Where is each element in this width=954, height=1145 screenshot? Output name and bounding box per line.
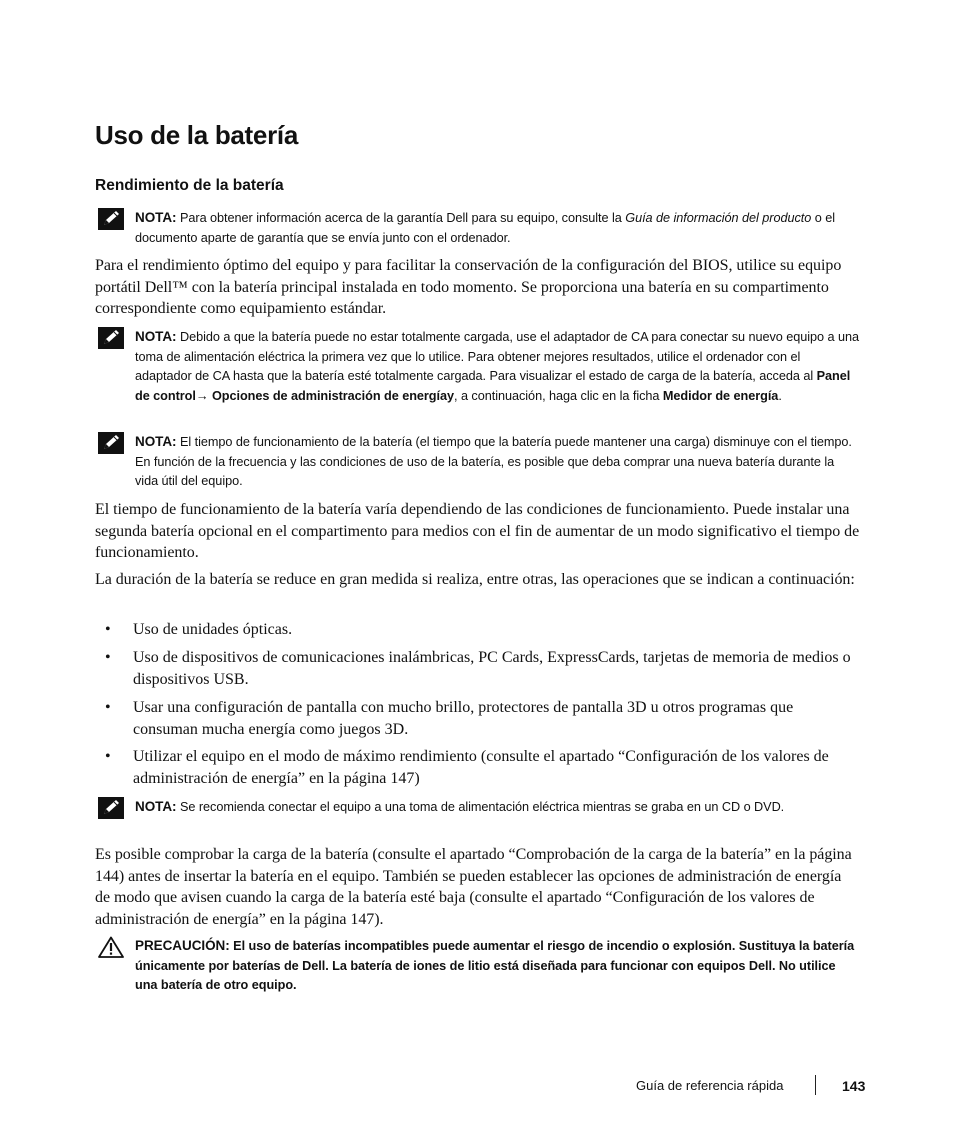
note-label: NOTA:: [135, 799, 177, 814]
paragraph-battery-duration: La duración de la batería se reduce en gran medida si realiza, entre otras, las operaciones que se indican a continuación:: [95, 571, 855, 588]
list-item: [95, 647, 860, 690]
power-options-ref: Opciones de administración de energíay: [208, 388, 454, 403]
note-text: , a continuación, haga clic en la ficha: [454, 388, 663, 403]
arrow-icon: →: [195, 388, 209, 403]
paragraph-check-charge: Es posible comprobar la carga de la batería (consulte el apartado “Comprobación de la carga de la batería” en la página 144) antes de insertar la batería en el equipo. También se pueden establecer las opciones de administración de energía de modo que avisen cuando la carga de la batería esté baja (consulte el apartado “Configuración de los valores de administración de energía” en la página 147).: [95, 846, 852, 928]
caution-label: PRECAUCIÓN:: [135, 938, 230, 953]
caution-text: El uso de baterías incompatibles puede aumentar el riesgo de incendio o explosión. Sustituya la batería únicamente por baterías de Dell. La batería de iones de litio está diseñada para funcionar con equipos Dell. No utilice una batería de otro equipo.: [135, 939, 855, 992]
list-item-text: Usar una configuración de pantalla con mucho brillo, protectores de pantalla 3D u otros programas que consuman mucha energía como juegos 3D.: [133, 699, 794, 738]
bullet-icon: •: [105, 649, 111, 666]
paragraph-optimal-performance: Para el rendimiento óptimo del equipo y para facilitar la conservación de la configuración del BIOS, utilice su equipo portátil Dell™ con la batería principal instalada en todo momento. Se proporciona una batería en su compartimento correspondiente como equipamiento estándar.: [95, 257, 842, 317]
power-meter-tab-ref: Medidor de energía: [662, 388, 779, 403]
page-title: Uso de la batería: [95, 120, 298, 150]
paragraph-operating-time: El tiempo de funcionamiento de la batería varía dependiendo de las condiciones de funcionamiento. Puede instalar una segunda batería opcional en el compartimento para medios con el fin de aumentar de un modo significativo el tiempo de funcionamiento.: [95, 501, 860, 561]
bullet-icon: •: [105, 699, 111, 716]
note-label: NOTA:: [135, 329, 177, 344]
footer-divider: [815, 1075, 816, 1095]
note-pencil-icon: [98, 797, 124, 819]
bullet-icon: •: [105, 621, 111, 638]
note-text: El tiempo de funcionamiento de la batería (el tiempo que la batería puede mantener una carga) disminuye con el tiempo. En función de la frecuencia y las condiciones de uso de la batería, es posible que deba comprar una nueva batería durante la vida útil del equipo.: [135, 435, 852, 488]
control-panel-ref: Panel de control: [135, 369, 851, 403]
note-text: Debido a que la batería puede no estar totalmente cargada, use el adaptador de CA para conectar su nuevo equipo a una toma de alimentación eléctrica la primera vez que lo utilice. Para obtener mejores resultados, utilice el ordenador con el adaptador de CA hasta que la batería esté totalmente cargada. Para visualizar el estado de carga de la batería, acceda al: [135, 330, 860, 383]
list-item: [95, 746, 860, 789]
list-item-text: Uso de unidades ópticas.: [133, 621, 293, 638]
note-label: NOTA:: [135, 434, 177, 449]
note-label: NOTA:: [135, 210, 177, 225]
list-item-text: Uso de dispositivos de comunicaciones inalámbricas, PC Cards, ExpressCards, tarjetas de memoria de medios o dispositivos USB.: [133, 649, 851, 688]
note-pencil-icon: [98, 432, 124, 454]
list-item: [95, 697, 860, 740]
note-pencil-icon: [98, 208, 124, 230]
list-item: [95, 619, 860, 641]
footer-guide-title: Guía de referencia rápida: [636, 1078, 784, 1093]
note-text: Para obtener información acerca de la garantía Dell para su equipo, consulte la: [176, 211, 626, 225]
note-warranty: [95, 208, 860, 248]
note-pencil-icon: [98, 327, 124, 349]
note-battery-lifetime: [95, 432, 860, 492]
page-number: 143: [842, 1078, 866, 1094]
note-ac-adapter: [95, 327, 860, 406]
note-cd-dvd: [95, 797, 860, 818]
guide-title: Guía de información del producto: [625, 211, 812, 225]
note-text: Se recomienda conectar el equipo a una toma de alimentación eléctrica mientras se graba en un CD o DVD.: [176, 800, 785, 814]
section-heading: Rendimiento de la batería: [95, 177, 284, 194]
note-text: o el documento aparte de garantía que se envía junto con el ordenador.: [135, 211, 835, 245]
caution-incompatible-batteries: [95, 936, 860, 996]
note-text: .: [778, 388, 782, 403]
caution-triangle-icon: [98, 936, 124, 958]
bullet-icon: •: [105, 748, 111, 765]
list-item-text: Utilizar el equipo en el modo de máximo rendimiento (consulte el apartado “Configuración de los valores de administración de energía” en la página 147): [133, 748, 829, 787]
